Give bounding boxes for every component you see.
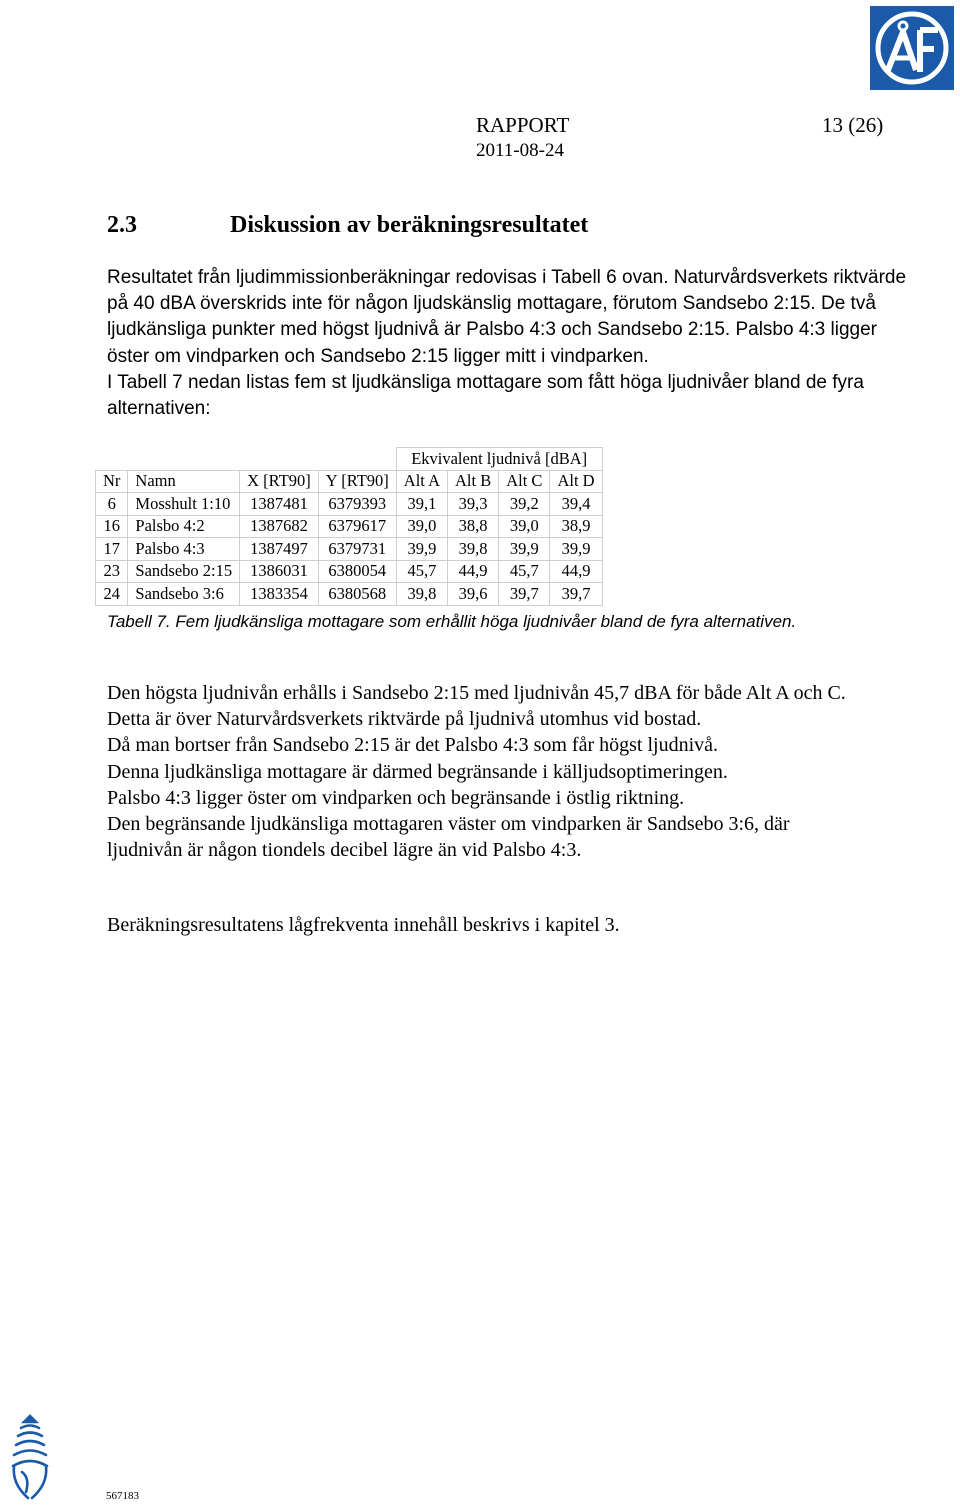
column-header: Y [RT90]: [318, 470, 396, 493]
group-header: Ekvivalent ljudnivå [dBA]: [396, 448, 602, 471]
table-cell: 39,6: [448, 583, 499, 606]
table-cell: 38,9: [550, 515, 602, 538]
report-date: 2011-08-24: [476, 140, 564, 161]
table-row: [96, 538, 603, 561]
table-cell: 24: [96, 583, 128, 606]
results-table: [95, 447, 603, 606]
report-label: RAPPORT: [476, 113, 570, 137]
table-cell: 39,4: [550, 493, 602, 516]
table-cell: 39,9: [396, 538, 447, 561]
table-group-header-row: [96, 448, 603, 471]
table-cell: 6379617: [318, 515, 396, 538]
table-cell: 39,8: [396, 583, 447, 606]
table-cell: 39,0: [499, 515, 550, 538]
discussion-paragraph: Då man bortser från Sandsebo 2:15 är det Palsbo 4:3 som får högst ljudnivå.: [107, 734, 718, 757]
shell-icon: [8, 1412, 52, 1502]
table-row: [96, 493, 603, 516]
table-cell: 39,2: [499, 493, 550, 516]
table-cell: 44,9: [448, 560, 499, 583]
table-cell: 39,8: [448, 538, 499, 561]
table-cell: 1387481: [240, 493, 319, 516]
column-header: Nr: [96, 470, 128, 493]
table-cell: 1383354: [240, 583, 319, 606]
table-cell: 6379393: [318, 493, 396, 516]
column-header: Alt A: [396, 470, 447, 493]
table-cell: 17: [96, 538, 128, 561]
column-header: Namn: [128, 470, 240, 493]
column-header: Alt B: [448, 470, 499, 493]
closing-sentence: Beräkningsresultatens lågfrekventa innehåll beskrivs i kapitel 3.: [107, 914, 620, 936]
section-number: 2.3: [107, 212, 137, 238]
discussion-paragraph: Den högsta ljudnivån erhålls i Sandsebo 2:15 med ljudnivån 45,7 dBA för både Alt A och C. Detta är över Naturvårdsverkets riktvärde på ljudnivå utomhus vid bostad.: [107, 682, 846, 731]
column-header: Alt C: [499, 470, 550, 493]
table-cell: 39,7: [550, 583, 602, 606]
discussion-paragraph: Denna ljudkänsliga mottagare är därmed begränsande i källjudsoptimeringen.: [107, 760, 728, 783]
table-cell: 39,7: [499, 583, 550, 606]
table-cell: Sandsebo 3:6: [128, 583, 240, 606]
table-cell: 39,3: [448, 493, 499, 516]
table-cell: 44,9: [550, 560, 602, 583]
intro-paragraph: Resultatet från ljudimmissionberäkningar redovisas i Tabell 6 ovan. Naturvårdsverkets riktvärde på 40 dBA överskrids inte för någon ljudskänslig mottagare, förutom Sandsebo 2:15. De två ljudkänsliga punkter med högst ljudnivå är Palsbo 4:3 och Sandsebo 2:15. Palsbo 4:3 ligger öster om vindparken och Sandsebo 2:15 ligger mitt i vindparken.: [107, 267, 907, 367]
table-row: [96, 560, 603, 583]
column-header: Alt D: [550, 470, 602, 493]
table-cell: 6: [96, 493, 128, 516]
table-cell: 38,8: [448, 515, 499, 538]
table-cell: 1387497: [240, 538, 319, 561]
table-cell: 6380568: [318, 583, 396, 606]
table-cell: 1387682: [240, 515, 319, 538]
table-row: [96, 515, 603, 538]
table-cell: Mosshult 1:10: [128, 493, 240, 516]
table-cell: 39,9: [550, 538, 602, 561]
discussion-paragraph: Palsbo 4:3 ligger öster om vindparken och begränsande i östlig riktning.: [107, 786, 685, 809]
column-header: X [RT90]: [240, 470, 319, 493]
company-logo-icon: [870, 6, 954, 90]
intro-text: [107, 265, 907, 422]
table-cell: 39,9: [499, 538, 550, 561]
page-number: 13 (26): [822, 113, 884, 137]
table-cell: 45,7: [499, 560, 550, 583]
table-cell: 1386031: [240, 560, 319, 583]
document-number: 567183: [106, 1490, 139, 1502]
table-cell: 23: [96, 560, 128, 583]
table-cell: 39,1: [396, 493, 447, 516]
intro-paragraph: I Tabell 7 nedan listas fem st ljudkänsliga mottagare som fått höga ljudnivåer bland de fyra alternativen:: [107, 371, 864, 420]
section-title: Diskussion av beräkningsresultatet: [230, 212, 589, 238]
table-cell: 45,7: [396, 560, 447, 583]
table-cell: 39,0: [396, 515, 447, 538]
table-cell: 6379731: [318, 538, 396, 561]
discussion-paragraph: Den begränsande ljudkänsliga mottagaren väster om vindparken är Sandsebo 3:6, där ljudnivån är någon tiondels decibel lägre än vid Palsbo 4:3.: [107, 813, 790, 862]
table-cell: Palsbo 4:2: [128, 515, 240, 538]
table-cell: 6380054: [318, 560, 396, 583]
table-cell: Palsbo 4:3: [128, 538, 240, 561]
section-heading: [107, 212, 588, 239]
table-cell: Sandsebo 2:15: [128, 560, 240, 583]
table-caption: Tabell 7. Fem ljudkänsliga mottagare som erhållit höga ljudnivåer bland de fyra alternativen.: [107, 612, 797, 631]
table-cell: 16: [96, 515, 128, 538]
discussion-text: [107, 680, 867, 863]
table-header-row: [96, 470, 603, 493]
table-row: [96, 583, 603, 606]
